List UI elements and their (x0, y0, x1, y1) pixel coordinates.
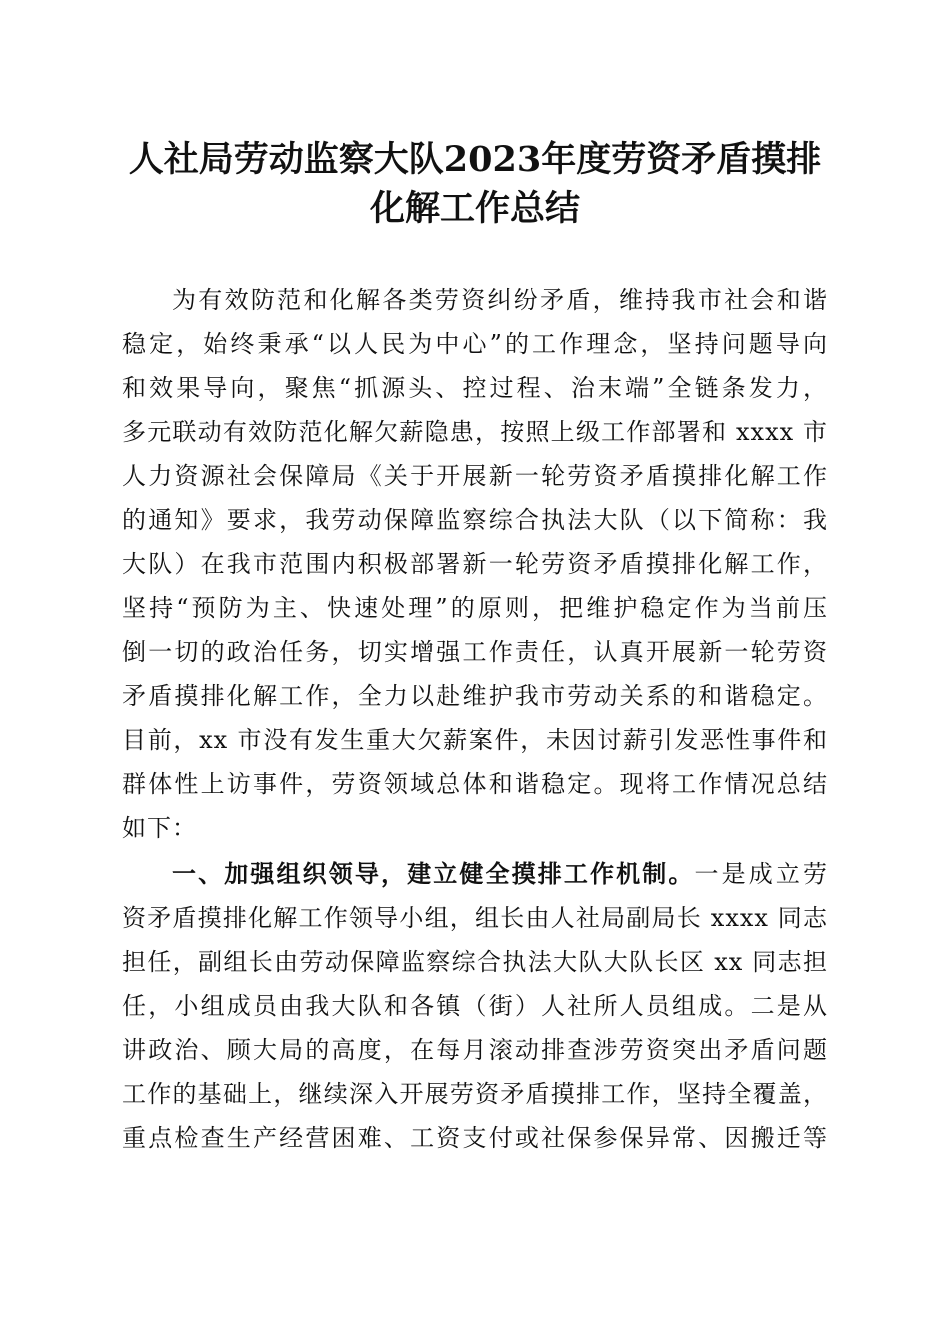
paragraph-line: 为有效防范和化解各类劳资纠纷矛盾，维持我市社会和谐 (172, 286, 828, 314)
paragraph-line: 任，小组成员由我大队和各镇（街）人社所人员组成。二是从 (122, 992, 828, 1020)
paragraph-line: 讲政治、顾大局的高度，在每月滚动排查涉劳资突出矛盾问题 (122, 1036, 828, 1064)
paragraph-line: 群体性上访事件，劳资领域总体和谐稳定。现将工作情况总结 (122, 770, 828, 798)
document-title-line-2: 化解工作总结 (369, 188, 580, 229)
paragraph-line: 工作的基础上，继续深入开展劳资矛盾摸排工作，坚持全覆盖， (122, 1080, 828, 1108)
paragraph-line: 多元联动有效防范化解欠薪隐患，按照上级工作部署和 xxxx 市 (122, 418, 828, 446)
document-title-line-1: 人社局劳动监察大队2023年度劳资矛盾摸排 (128, 139, 822, 180)
intro-paragraph (122, 278, 828, 850)
section-one-paragraph (122, 852, 828, 1160)
paragraph-line: 倒一切的政治任务，切实增强工作责任，认真开展新一轮劳资 (122, 638, 828, 666)
paragraph-line: 人力资源社会保障局《关于开展新一轮劳资矛盾摸排化解工作 (122, 462, 828, 490)
section-one-heading: 一、加强组织领导，建立健全摸排工作机制。 (172, 860, 695, 888)
section-one-first-line-text: 一是成立劳 (694, 860, 828, 888)
paragraph-line: 大队）在我市范围内积极部署新一轮劳资矛盾摸排化解工作， (122, 550, 828, 578)
paragraph-line: 的通知》要求，我劳动保障监察综合执法大队（以下简称：我 (122, 506, 828, 534)
section-one-first-line (122, 852, 828, 896)
paragraph-line: 担任，副组长由劳动保障监察综合执法大队大队长区 xx 同志担 (122, 948, 828, 976)
paragraph-line: 稳定，始终秉承“以人民为中心”的工作理念，坚持问题导向 (122, 330, 828, 358)
paragraph-line: 如下： (122, 814, 197, 842)
paragraph-line: 坚持“预防为主、快速处理”的原则，把维护稳定作为当前压 (122, 594, 828, 622)
paragraph-line: 和效果导向，聚焦“抓源头、控过程、治末端”全链条发力， (122, 374, 828, 402)
paragraph-line: 矛盾摸排化解工作，全力以赴维护我市劳动关系的和谐稳定。 (122, 682, 828, 710)
paragraph-line: 资矛盾摸排化解工作领导小组，组长由人社局副局长 xxxx 同志 (122, 904, 828, 932)
paragraph-line: 目前，xx 市没有发生重大欠薪案件，未因讨薪引发恶性事件和 (122, 726, 828, 754)
paragraph-line: 重点检查生产经营困难、工资支付或社保参保异常、因搬迁等 (122, 1124, 828, 1152)
